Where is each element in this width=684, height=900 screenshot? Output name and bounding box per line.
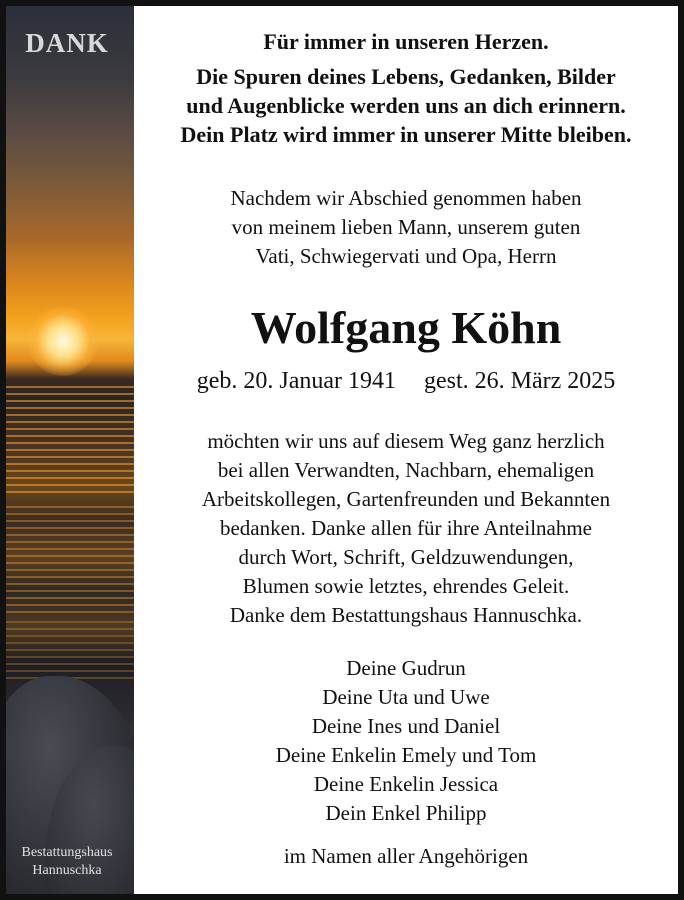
notice-content <box>134 6 678 894</box>
sun-glow <box>28 306 98 376</box>
signer: Deine Uta und Uwe <box>322 685 490 709</box>
water-reflection <box>6 386 134 496</box>
thanks-line: Blumen sowie letztes, ehrendes Geleit. <box>242 574 570 598</box>
birth-date: geb. 20. Januar 1941 <box>196 368 396 394</box>
thanks-line: bedanken. Danke allen für ihre Anteilnahme <box>219 516 593 540</box>
signer: Dein Enkel Philipp <box>325 801 487 825</box>
thanks-line: bei allen Verwandten, Nachbarn, ehemaligen <box>217 458 595 482</box>
verse-line: und Augenblicke werden uns an dich erinnern. <box>186 93 626 118</box>
death-date: gest. 26. März 2025 <box>424 368 616 394</box>
thanks-line: Arbeitskollegen, Gartenfreunden und Bekannten <box>201 487 611 511</box>
thanks-line: Danke dem Bestattungshaus Hannuschka. <box>229 603 583 627</box>
life-dates <box>134 366 678 396</box>
verse-line: Die Spuren deines Lebens, Gedanken, Bilder <box>196 64 616 89</box>
funeral-home-credit <box>6 844 128 880</box>
signers-list <box>134 654 678 828</box>
intro-line: Vati, Schwiegervati und Opa, Herrn <box>255 244 557 268</box>
thanks-line: durch Wort, Schrift, Geldzuwendungen, <box>238 545 574 569</box>
thanks-text <box>134 427 678 630</box>
signer: Deine Enkelin Jessica <box>313 772 499 796</box>
intro-line: Nachdem wir Abschied genommen haben <box>230 186 582 210</box>
water-reflection <box>6 621 134 681</box>
signer: Deine Enkelin Emely und Tom <box>275 743 537 767</box>
intro-text <box>134 184 678 271</box>
signer: Deine Gudrun <box>346 656 466 680</box>
thanks-line: möchten wir uns auf diesem Weg ganz herzlich <box>207 429 605 453</box>
signer: Deine Ines und Daniel <box>311 714 501 738</box>
verse-line: Dein Platz wird immer in unserer Mitte bleiben. <box>180 122 632 147</box>
intro-line: von meinem lieben Mann, unserem guten <box>231 215 581 239</box>
dank-heading: DANK <box>25 28 109 58</box>
deceased-name: Wolfgang Köhn <box>250 302 562 353</box>
closing-line: im Namen aller Angehörigen <box>283 844 529 868</box>
sunset-photo <box>6 6 134 894</box>
verse-title: Für immer in unseren Herzen. <box>263 29 549 54</box>
water-reflection <box>6 506 134 616</box>
funeral-home-line: Bestattungshaus <box>21 845 113 860</box>
verse-text <box>134 62 678 149</box>
funeral-home-line: Hannuschka <box>32 863 102 878</box>
